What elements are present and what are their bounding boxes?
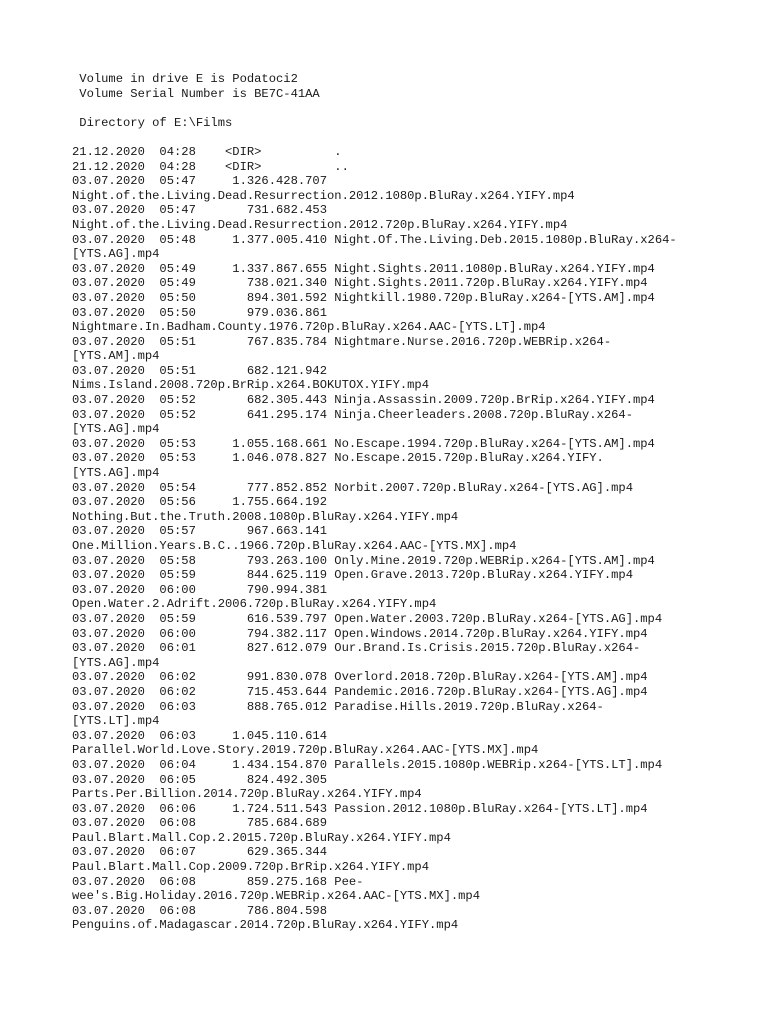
listing-line: 03.07.2020 05:56 1.755.664.192 bbox=[72, 495, 327, 510]
listing-line: Parts.Per.Billion.2014.720p.BluRay.x264.YIFY.mp4 bbox=[72, 787, 422, 802]
file-entries bbox=[72, 145, 712, 933]
listing-line: 03.07.2020 05:51 682.121.942 bbox=[72, 363, 327, 378]
volume-label-line: Volume in drive E is Podatoci2 bbox=[72, 72, 298, 86]
listing-line: 03.07.2020 06:03 1.045.110.614 bbox=[72, 728, 327, 743]
listing-line: 03.07.2020 05:47 1.326.428.707 bbox=[72, 174, 327, 189]
listing-line: Nothing.But.the.Truth.2008.1080p.BluRay.x264.YIFY.mp4 bbox=[72, 509, 459, 524]
serial-number-line: Volume Serial Number is BE7C-41AA bbox=[72, 86, 320, 101]
listing-line: Paul.Blart.Mall.Cop.2.2015.720p.BluRay.x264.YIFY.mp4 bbox=[72, 830, 451, 845]
blank-line bbox=[72, 101, 712, 116]
listing-line: 03.07.2020 06:06 1.724.511.543 Passion.2012.1080p.BluRay.x264-[YTS.LT].mp4 bbox=[72, 801, 648, 816]
listing-line: [YTS.AG].mp4 bbox=[72, 247, 160, 262]
listing-line: 03.07.2020 06:00 794.382.117 Open.Windows.2014.720p.BluRay.x264.YIFY.mp4 bbox=[72, 626, 648, 641]
listing-line: Parallel.World.Love.Story.2019.720p.BluRay.x264.AAC-[YTS.MX].mp4 bbox=[72, 743, 539, 758]
listing-line: Night.of.the.Living.Dead.Resurrection.2012.1080p.BluRay.x264.YIFY.mp4 bbox=[72, 188, 575, 203]
listing-line: One.Million.Years.B.C..1966.720p.BluRay.x264.AAC-[YTS.MX].mp4 bbox=[72, 539, 517, 553]
listing-line: 03.07.2020 06:08 786.804.598 bbox=[72, 903, 327, 918]
listing-line: Nims.Island.2008.720p.BrRip.x264.BOKUTOX.YIFY.mp4 bbox=[72, 378, 429, 393]
listing-line: 03.07.2020 05:49 1.337.867.655 Night.Sights.2011.1080p.BluRay.x264.YIFY.mp4 bbox=[72, 261, 655, 276]
listing-line: Paul.Blart.Mall.Cop.2009.720p.BrRip.x264.YIFY.mp4 bbox=[72, 860, 429, 875]
listing-line: 03.07.2020 06:00 790.994.381 bbox=[72, 582, 327, 597]
listing-line: Open.Water.2.Adrift.2006.720p.BluRay.x264.YIFY.mp4 bbox=[72, 597, 437, 612]
listing-line: 03.07.2020 05:47 731.682.453 bbox=[72, 203, 327, 218]
blank-line bbox=[72, 130, 712, 145]
directory-listing bbox=[72, 72, 712, 933]
listing-line: 03.07.2020 05:49 738.021.340 Night.Sights.2011.720p.BluRay.x264.YIFY.mp4 bbox=[72, 276, 648, 291]
listing-line: 03.07.2020 06:08 785.684.689 bbox=[72, 816, 327, 831]
listing-line: 03.07.2020 05:48 1.377.005.410 Night.Of.The.Living.Deb.2015.1080p.BluRay.x264- bbox=[72, 232, 677, 247]
listing-line: 03.07.2020 05:52 641.295.174 Ninja.Cheerleaders.2008.720p.BluRay.x264- bbox=[72, 407, 633, 422]
listing-line: 03.07.2020 06:02 715.453.644 Pandemic.2016.720p.BluRay.x264-[YTS.AG].mp4 bbox=[72, 684, 648, 699]
listing-line: 03.07.2020 06:01 827.612.079 Our.Brand.Is.Crisis.2015.720p.BluRay.x264- bbox=[72, 641, 641, 656]
listing-line: 03.07.2020 06:05 824.492.305 bbox=[72, 772, 327, 787]
directory-path-line: Directory of E:\Films bbox=[72, 115, 233, 130]
listing-line: [YTS.AM].mp4 bbox=[72, 349, 160, 364]
listing-line: 03.07.2020 05:59 844.625.119 Open.Grave.2013.720p.BluRay.x264.YIFY.mp4 bbox=[72, 568, 633, 583]
listing-line: [YTS.AG].mp4 bbox=[72, 422, 160, 437]
listing-line: 03.07.2020 05:57 967.663.141 bbox=[72, 524, 327, 539]
listing-line: Penguins.of.Madagascar.2014.720p.BluRay.x264.YIFY.mp4 bbox=[72, 918, 459, 933]
listing-line: 03.07.2020 05:53 1.046.078.827 No.Escape.2015.720p.BluRay.x264.YIFY. bbox=[72, 451, 604, 466]
listing-line: 03.07.2020 06:03 888.765.012 Paradise.Hills.2019.720p.BluRay.x264- bbox=[72, 699, 604, 714]
listing-line: [YTS.LT].mp4 bbox=[72, 714, 160, 729]
listing-line: Nightmare.In.Badham.County.1976.720p.BluRay.x264.AAC-[YTS.LT].mp4 bbox=[72, 320, 546, 335]
listing-line: [YTS.AG].mp4 bbox=[72, 655, 160, 670]
listing-line: 03.07.2020 05:58 793.263.100 Only.Mine.2019.720p.WEBRip.x264-[YTS.AM].mp4 bbox=[72, 553, 655, 568]
listing-line: 03.07.2020 06:08 859.275.168 Pee- bbox=[72, 874, 364, 889]
listing-line: 03.07.2020 05:50 979.036.861 bbox=[72, 305, 327, 320]
listing-line: 21.12.2020 04:28 <DIR> . bbox=[72, 144, 342, 159]
listing-line: 03.07.2020 06:02 991.830.078 Overlord.2018.720p.BluRay.x264-[YTS.AM].mp4 bbox=[72, 670, 648, 685]
listing-line: 03.07.2020 05:52 682.305.443 Ninja.Assassin.2009.720p.BrRip.x264.YIFY.mp4 bbox=[72, 393, 655, 408]
listing-line: 03.07.2020 05:51 767.835.784 Nightmare.Nurse.2016.720p.WEBRip.x264- bbox=[72, 334, 612, 349]
listing-line: Night.of.the.Living.Dead.Resurrection.2012.720p.BluRay.x264.YIFY.mp4 bbox=[72, 217, 568, 232]
listing-line: 03.07.2020 05:53 1.055.168.661 No.Escape.1994.720p.BluRay.x264-[YTS.AM].mp4 bbox=[72, 436, 655, 451]
listing-line: 03.07.2020 05:50 894.301.592 Nightkill.1980.720p.BluRay.x264-[YTS.AM].mp4 bbox=[72, 290, 655, 305]
listing-line: 21.12.2020 04:28 <DIR> .. bbox=[72, 159, 349, 174]
listing-line: wee's.Big.Holiday.2016.720p.WEBRip.x264.AAC-[YTS.MX].mp4 bbox=[72, 889, 480, 904]
listing-line: 03.07.2020 06:04 1.434.154.870 Parallels.2015.1080p.WEBRip.x264-[YTS.LT].mp4 bbox=[72, 757, 663, 772]
listing-line: 03.07.2020 05:59 616.539.797 Open.Water.2003.720p.BluRay.x264-[YTS.AG].mp4 bbox=[72, 611, 663, 626]
listing-line: 03.07.2020 05:54 777.852.852 Norbit.2007.720p.BluRay.x264-[YTS.AG].mp4 bbox=[72, 480, 633, 495]
listing-line: [YTS.AG].mp4 bbox=[72, 466, 160, 481]
listing-line: 03.07.2020 06:07 629.365.344 bbox=[72, 845, 327, 860]
